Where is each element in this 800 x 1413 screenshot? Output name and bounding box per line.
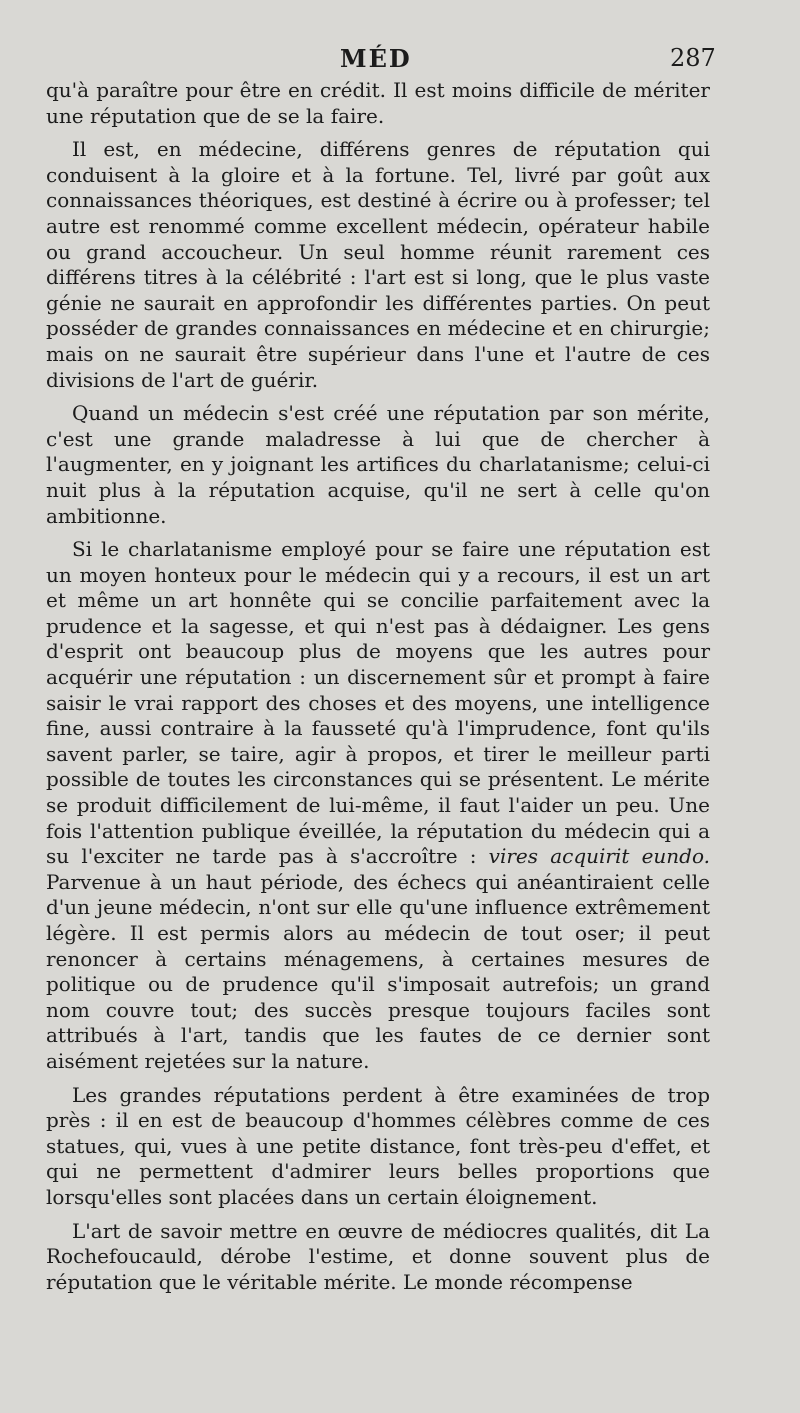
latin-quote: vires acquirit eundo.: [488, 844, 711, 869]
paragraph-4-text-before: Si le charlatanisme employé pour se faire une réputation est un moyen honteux pour le médecin qui y a recours, il est un art et même un art honnête qui se concilie parfaitement avec la prudence et la sagesse, et qui n'est pas à dédaigner. Les gens d'esprit ont beaucoup plus de moyens que les autres pour acquérir une réputation : un discernement sûr et prompt à faire saisir le vrai rapport des choses et des moyens, une intelligence fine, aussi contraire à la fausseté qu'à l'imprudence, font qu'ils savent parler, se taire, agir à propos, et tirer le meilleur parti possible de toutes les circonstances qui se présentent. Le mérite se produit difficilement de lui-même, il faut l'aider un peu. Une fois l'attention publique éveillée, la réputation du médecin qui a su l'exciter ne tarde pas à s'accroître :: [46, 537, 710, 869]
paragraph-2: Il est, en médecine, différens genres de réputation qui conduisent à la gloire et à la fortune. Tel, livré par goût aux connaissances théoriques, est destiné à écrire ou à professer; tel autre est renommé comme excellent médecin, opérateur habile ou grand accoucheur. Un seul homme réunit rarement ces différens titres à la célébrité : l'art est si long, que le plus vaste génie ne saurait en approfondir les différentes parties. On peut posséder de grandes connaissances en médecine et en chirurgie; mais on ne saurait être supérieur dans l'une et l'autre de ces divisions de l'art de guérir.: [46, 137, 710, 392]
paragraph-4-text-after: Parvenue à un haut période, des échecs qui anéantiraient celle d'un jeune médecin, n'ont sur elle qu'une influence extrêmement légère. Il est permis alors au médecin de tout oser; il peut renoncer à certains ménagemens, à certaines mesures de politique ou de prudence qu'il s'imposait autrefois; un grand nom couvre tout; des succès presque toujours faciles sont attribués à l'art, tandis que les fautes de ce dernier sont aisément rejetées sur la nature.: [46, 869, 710, 1073]
paragraph-3: Quand un médecin s'est créé une réputation par son mérite, c'est une grande maladresse à lui que de chercher à l'augmenter, en y joignant les artifices du charlatanisme; celui-ci nuit plus à la réputation acquise, qu'il ne sert à celle qu'on ambitionne.: [46, 401, 710, 528]
running-head: MÉD: [340, 44, 412, 73]
page-number: 287: [670, 44, 716, 72]
paragraph-5: Les grandes réputations perdent à être examinées de trop près : il en est de beaucoup d'hommes célèbres comme de ces statues, qui, vues à une petite distance, font très-peu d'effet, et qui ne permettent d'admirer leurs belles proportions que lorsqu'elles sont placées dans un certain éloignement.: [46, 1082, 710, 1209]
paragraph-1: qu'à paraître pour être en crédit. Il est moins difficile de mériter une réputation que de se la faire.: [46, 78, 710, 128]
paragraph-4: [46, 537, 710, 1074]
page-header: [0, 44, 800, 80]
paragraph-6: L'art de savoir mettre en œuvre de médiocres qualités, dit La Rochefoucauld, dérobe l'estime, et donne souvent plus de réputation que le véritable mérite. Le monde récompense: [46, 1218, 710, 1294]
body-text: [46, 78, 710, 1303]
